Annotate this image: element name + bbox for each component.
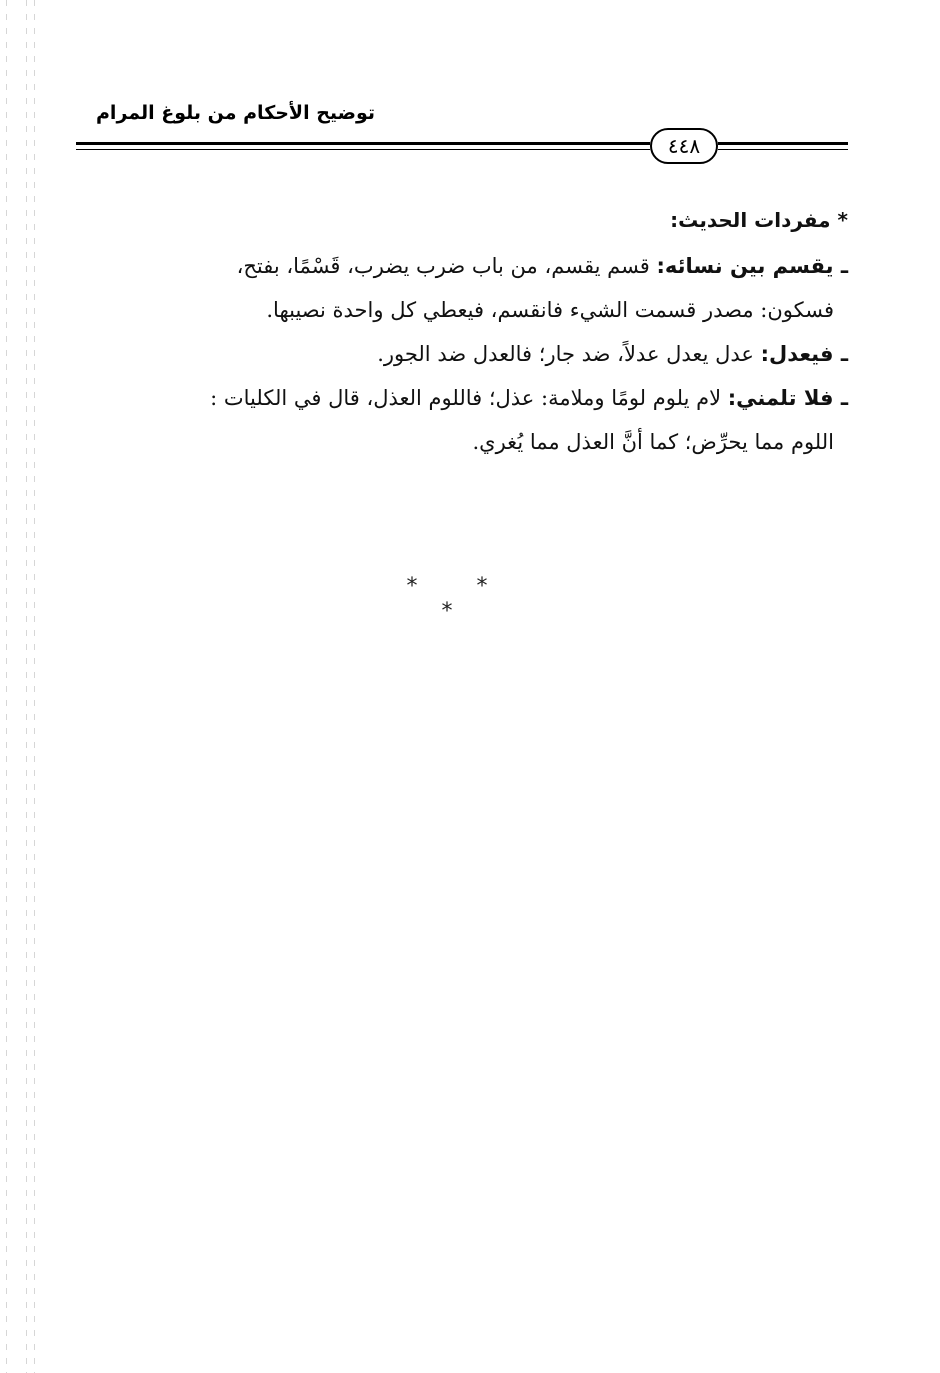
header-rule xyxy=(76,142,650,145)
header-rule xyxy=(718,149,848,150)
scan-edge-line xyxy=(34,0,35,1373)
scan-edge-line xyxy=(26,0,27,1373)
glossary-entry xyxy=(76,244,848,332)
glossary-continuation: اللوم مما يحرِّض؛ كما أنَّ العذل مما يُغري. xyxy=(472,430,834,454)
glossary-term: ـ فلا تلمني: xyxy=(727,386,848,410)
glossary-term: ـ فيعدل: xyxy=(760,342,848,366)
page-number: ٤٤٨ xyxy=(650,128,718,164)
glossary-definition: قسم يقسم، من باب ضرب يضرب، قَسْمًا، بفتح، xyxy=(236,254,657,278)
book-title: توضيح الأحكام من بلوغ المرام xyxy=(96,102,376,124)
glossary-entry xyxy=(76,332,848,376)
glossary-definition: لام يلوم لومًا وملامة: عذل؛ فاللوم العذل، قال في الكليات : xyxy=(210,386,728,410)
header-rule xyxy=(76,149,650,150)
section-separator: * * * xyxy=(406,574,514,624)
glossary-entry xyxy=(76,376,848,464)
section-heading: * مفردات الحديث: xyxy=(670,208,848,232)
glossary-continuation: فسكون: مصدر قسمت الشيء فانقسم، فيعطي كل واحدة نصيبها. xyxy=(266,298,834,322)
scan-edge-line xyxy=(6,0,7,1373)
main-text xyxy=(76,200,848,464)
glossary-definition: عدل يعدل عدلاً، ضد جار؛ فالعدل ضد الجور. xyxy=(377,342,761,366)
page-header xyxy=(76,98,848,178)
header-rule xyxy=(718,142,848,145)
glossary-term: ـ يقسم بين نسائه: xyxy=(656,254,848,278)
